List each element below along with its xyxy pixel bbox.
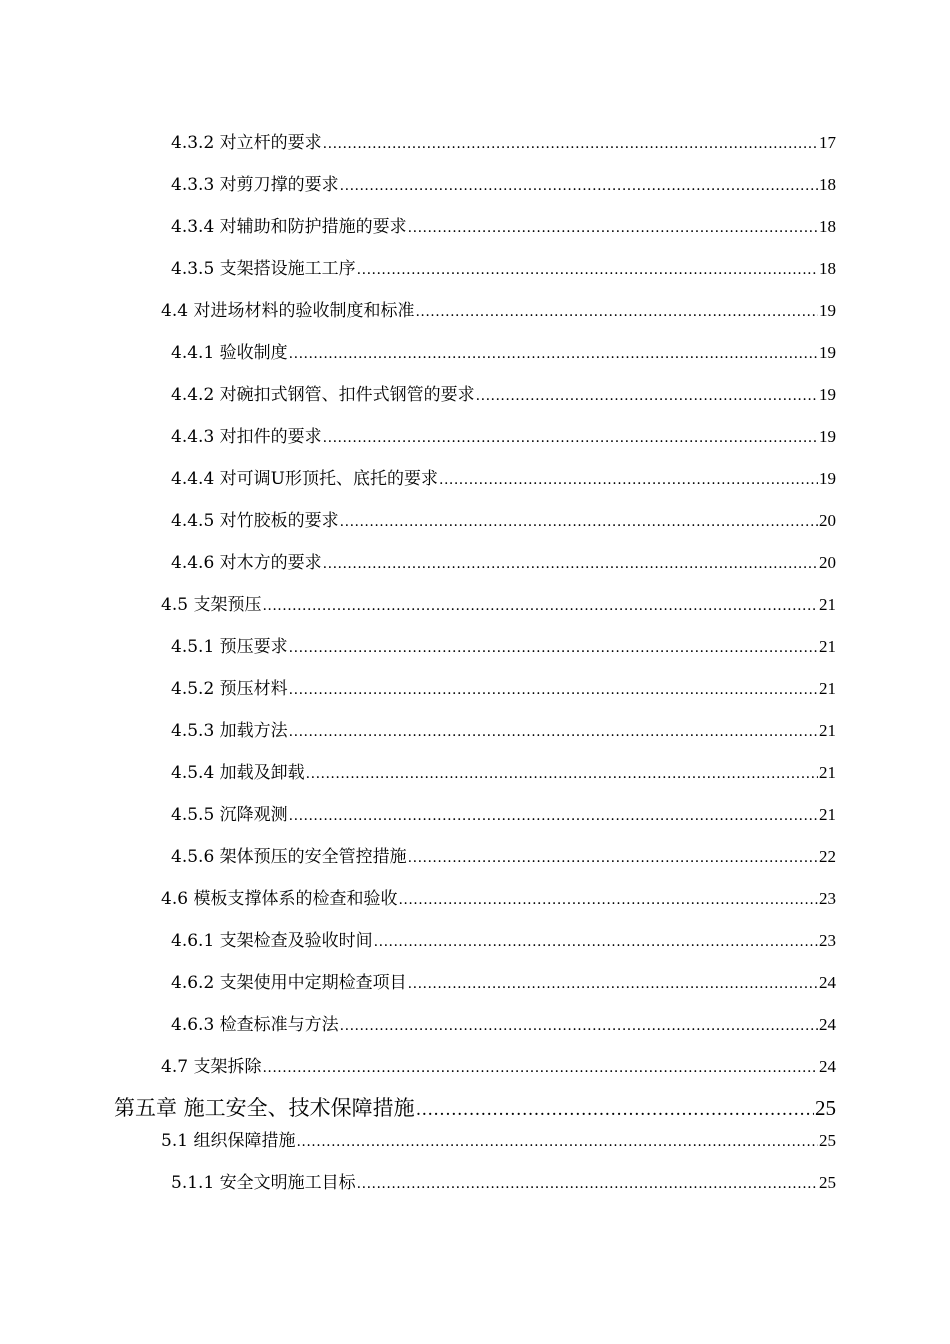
toc-leader-dots: [408, 850, 818, 866]
toc-entry-page: 25: [815, 1096, 836, 1120]
toc-entry-text: 4.5.4 加载及卸载: [171, 763, 305, 783]
toc-entry-text: 4.3.4 对辅助和防护措施的要求: [171, 217, 407, 237]
toc-entry-page: 20: [819, 511, 836, 530]
toc-leader-dots: [416, 1100, 814, 1120]
toc-entry-text: 4.3.5 支架搭设施工工序: [171, 259, 356, 279]
toc-leader-dots: [289, 808, 818, 824]
toc-entry-text: 4.5.1 预压要求: [171, 637, 288, 657]
toc-entry[interactable]: [171, 506, 836, 531]
toc-entry[interactable]: [161, 296, 836, 321]
toc-entry-text: 4.4.1 验收制度: [171, 343, 288, 363]
toc-entry-page: 24: [819, 973, 836, 992]
toc-entry[interactable]: [171, 338, 836, 363]
toc-entry-text: 第五章 施工安全、技术保障措施: [114, 1096, 415, 1120]
toc-leader-dots: [289, 346, 818, 362]
toc-entry-text: 4.4 对进场材料的验收制度和标准: [161, 301, 415, 321]
toc-entry[interactable]: [171, 422, 836, 447]
toc-entry[interactable]: [171, 716, 836, 741]
toc-entry[interactable]: [171, 170, 836, 195]
toc-leader-dots: [289, 682, 818, 698]
toc-entry-text: 4.3.3 对剪刀撑的要求: [171, 175, 339, 195]
toc-leader-dots: [289, 640, 818, 656]
toc-leader-dots: [262, 1060, 818, 1076]
toc-entry[interactable]: [171, 380, 836, 405]
toc-entry-page: 25: [819, 1131, 836, 1150]
toc-entry-page: 19: [819, 385, 836, 404]
toc-leader-dots: [408, 220, 818, 236]
toc-entry-page: 23: [819, 931, 836, 950]
toc-leader-dots: [374, 934, 818, 950]
toc-entry-page: 21: [819, 595, 836, 614]
toc-entry-page: 18: [819, 259, 836, 278]
toc-entry[interactable]: [171, 842, 836, 867]
toc-entry-page: 22: [819, 847, 836, 866]
toc-entry-text: 4.5.6 架体预压的安全管控措施: [171, 847, 407, 867]
toc-entry-text: 4.4.3 对扣件的要求: [171, 427, 322, 447]
toc-entry[interactable]: [171, 674, 836, 699]
toc-entry[interactable]: [171, 1168, 836, 1193]
toc-leader-dots: [357, 262, 818, 278]
toc-entry-page: 20: [819, 553, 836, 572]
toc-leader-dots: [476, 388, 818, 404]
toc-leader-dots: [289, 724, 818, 740]
toc-leader-dots: [262, 598, 818, 614]
toc-entry-page: 23: [819, 889, 836, 908]
toc-entry-text: 4.4.2 对碗扣式钢管、扣件式钢管的要求: [171, 385, 475, 405]
toc-entry-page: 18: [819, 175, 836, 194]
toc-entry-text: 4.3.2 对立杆的要求: [171, 133, 322, 153]
toc-entry-page: 19: [819, 469, 836, 488]
toc-entry-page: 25: [819, 1173, 836, 1192]
toc-entry-page: 21: [819, 721, 836, 740]
toc-entry-text: 4.4.6 对木方的要求: [171, 553, 322, 573]
toc-leader-dots: [296, 1134, 818, 1150]
toc-entry-page: 21: [819, 805, 836, 824]
toc-leader-dots: [306, 766, 818, 782]
toc-entry-text: 4.5.3 加载方法: [171, 721, 288, 741]
toc-leader-dots: [323, 430, 818, 446]
toc-leader-dots: [340, 514, 818, 530]
toc-entry[interactable]: [161, 884, 836, 909]
toc-entry[interactable]: [171, 548, 836, 573]
toc-entry[interactable]: [171, 800, 836, 825]
toc-leader-dots: [439, 472, 818, 488]
toc-entry-text: 4.6.2 支架使用中定期检查项目: [171, 973, 407, 993]
toc-entry-text: 4.5 支架预压: [161, 595, 262, 615]
toc-entry[interactable]: [161, 590, 836, 615]
toc-entry-page: 21: [819, 637, 836, 656]
toc-entry-text: 4.4.4 对可调U形顶托、底托的要求: [171, 469, 438, 489]
toc-entry-text: 4.6.1 支架检查及验收时间: [171, 931, 373, 951]
toc-entry-text: 4.5.5 沉降观测: [171, 805, 288, 825]
toc-entry-text: 5.1 组织保障措施: [161, 1131, 296, 1151]
toc-leader-dots: [398, 892, 818, 908]
toc-entry[interactable]: [171, 254, 836, 279]
toc-leader-dots: [340, 178, 818, 194]
toc-entry[interactable]: [171, 632, 836, 657]
toc-entry[interactable]: [161, 1052, 836, 1077]
toc-entry-text: 4.6.3 检查标准与方法: [171, 1015, 339, 1035]
toc-entry-page: 19: [819, 343, 836, 362]
toc-entry[interactable]: [161, 1126, 836, 1151]
toc-entry[interactable]: [171, 926, 836, 951]
toc-entry-page: 17: [819, 133, 836, 152]
toc-entry-text: 4.7 支架拆除: [161, 1057, 262, 1077]
toc-entry[interactable]: [171, 968, 836, 993]
toc-entry-text: 4.5.2 预压材料: [171, 679, 288, 699]
toc-entry-text: 4.6 模板支撑体系的检查和验收: [161, 889, 398, 909]
toc-entry-text: 4.4.5 对竹胶板的要求: [171, 511, 339, 531]
toc-entry[interactable]: [171, 128, 836, 153]
toc-entry-page: 19: [819, 427, 836, 446]
toc-entry[interactable]: [171, 1010, 836, 1035]
toc-leader-dots: [323, 136, 818, 152]
toc-leader-dots: [340, 1018, 818, 1034]
toc-entry-page: 21: [819, 763, 836, 782]
toc-leader-dots: [323, 556, 818, 572]
toc-chapter-entry[interactable]: [114, 1092, 836, 1122]
toc-leader-dots: [415, 304, 818, 320]
toc-entry[interactable]: [171, 758, 836, 783]
toc-entry[interactable]: [171, 464, 836, 489]
toc-entry-text: 5.1.1 安全文明施工目标: [171, 1173, 356, 1193]
toc-leader-dots: [408, 976, 818, 992]
toc-leader-dots: [357, 1176, 818, 1192]
toc-entry-page: 24: [819, 1057, 836, 1076]
toc-entry-page: 21: [819, 679, 836, 698]
toc-entry-page: 18: [819, 217, 836, 236]
toc-entry-page: 19: [819, 301, 836, 320]
toc-entry[interactable]: [171, 212, 836, 237]
toc-entry-page: 24: [819, 1015, 836, 1034]
